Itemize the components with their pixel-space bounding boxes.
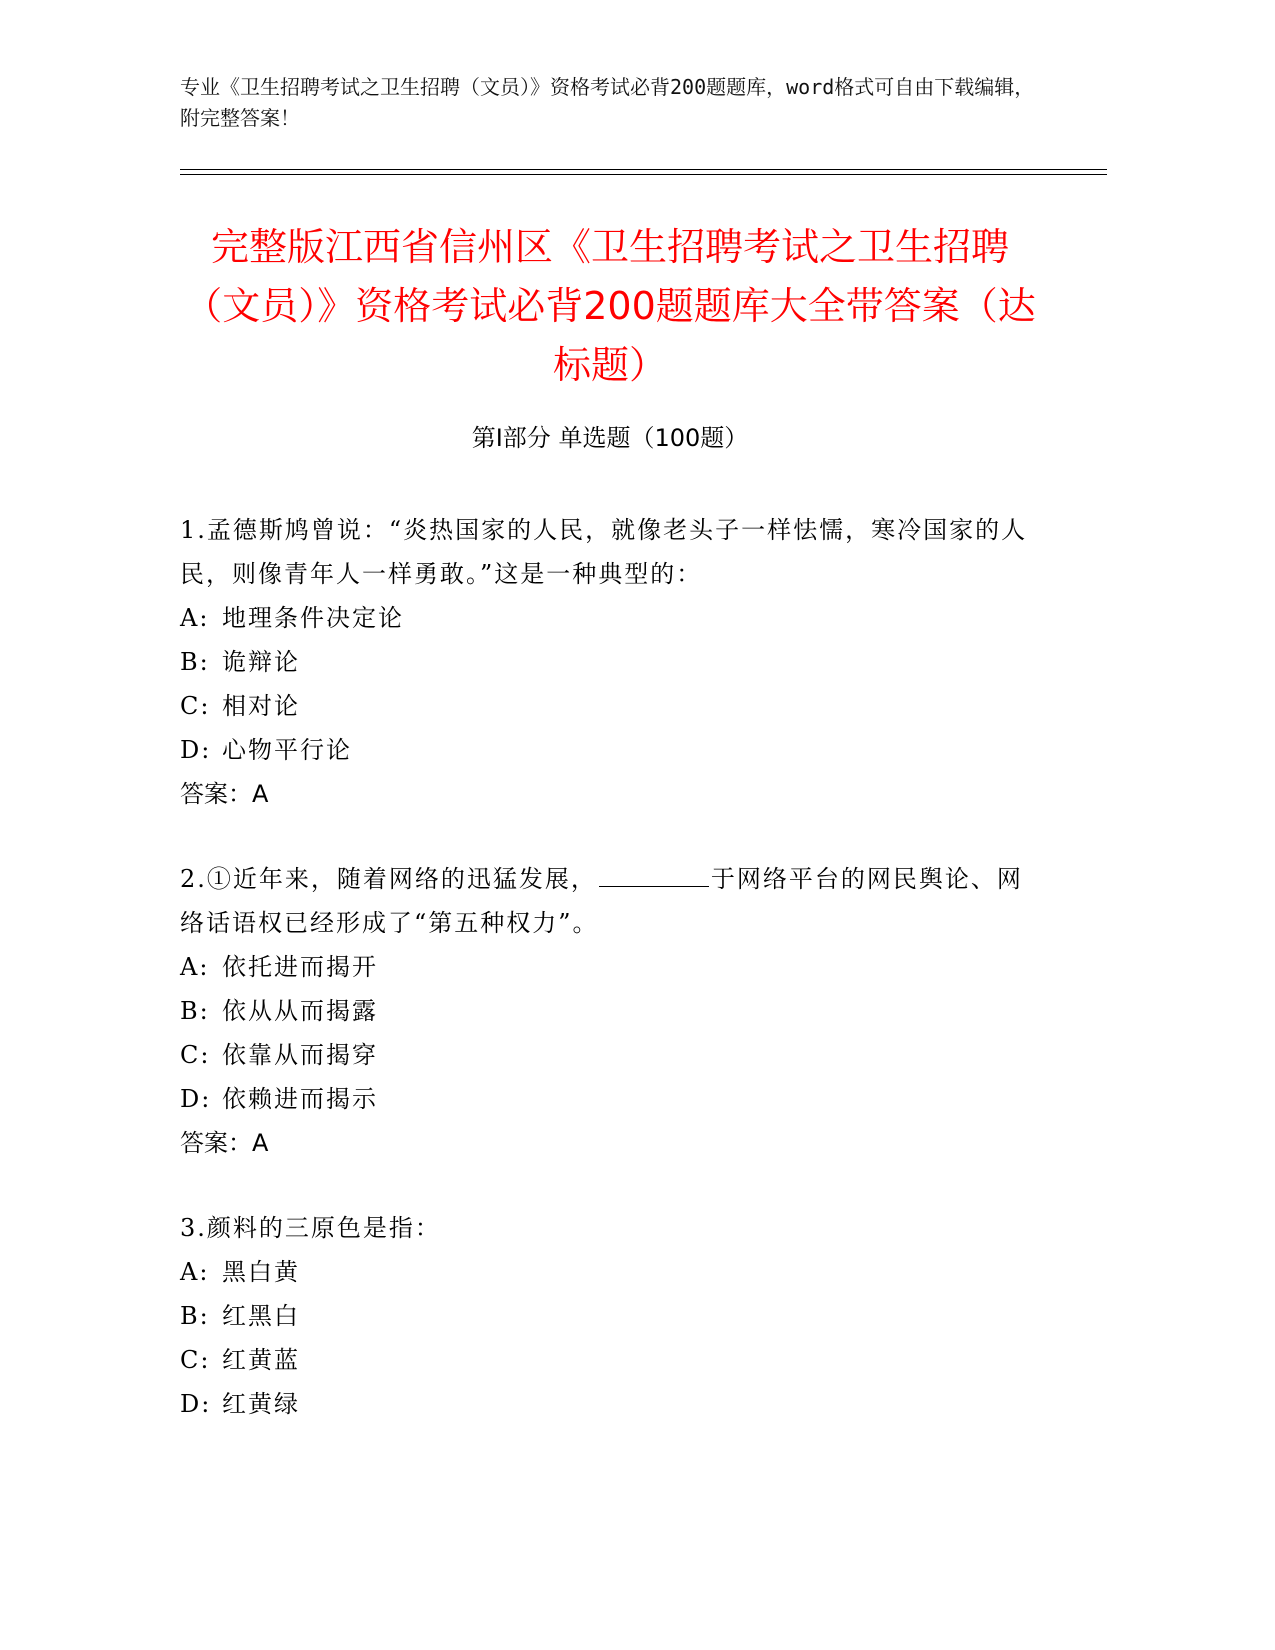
section-heading: 第Ⅰ部分 单选题（100题） bbox=[471, 424, 749, 452]
option-a bbox=[180, 596, 1040, 640]
option-key: A: bbox=[180, 953, 210, 981]
option-c bbox=[180, 1033, 1040, 1077]
option-text: 红黄蓝 bbox=[222, 1346, 300, 1374]
option-text: 地理条件决定论 bbox=[222, 604, 404, 632]
option-key: D: bbox=[180, 1390, 212, 1418]
option-text: 诡辩论 bbox=[222, 648, 300, 676]
option-key: D: bbox=[180, 1085, 212, 1113]
question-stem: 3.颜料的三原色是指： bbox=[180, 1214, 441, 1242]
option-c bbox=[180, 1338, 1040, 1382]
header-note: 专业《卫生招聘考试之卫生招聘（文员）》资格考试必背200题题库，word格式可自由下载编辑，附完整答案！ bbox=[180, 75, 1035, 130]
option-text: 黑白黄 bbox=[222, 1258, 300, 1286]
option-a bbox=[180, 1250, 1040, 1294]
option-text: 红黑白 bbox=[222, 1302, 300, 1330]
option-text: 心物平行论 bbox=[222, 736, 352, 764]
option-key: C: bbox=[180, 1346, 211, 1374]
option-key: B: bbox=[180, 648, 210, 676]
fill-in-blank bbox=[599, 866, 709, 887]
option-a bbox=[180, 945, 1040, 989]
question-2 bbox=[180, 857, 1040, 1165]
option-key: C: bbox=[180, 692, 211, 720]
option-b bbox=[180, 989, 1040, 1033]
question-stem: 1.孟德斯鸠曾说：“炎热国家的人民，就像老头子一样怯懦，寒冷国家的人民，则像青年人一样勇敢。”这是一种典型的： bbox=[180, 516, 1028, 588]
question-1 bbox=[180, 508, 1040, 816]
question-3 bbox=[180, 1206, 1040, 1426]
option-c bbox=[180, 684, 1040, 728]
option-text: 依赖进而揭示 bbox=[222, 1085, 378, 1113]
option-d bbox=[180, 728, 1040, 772]
answer-line: 答案：A bbox=[180, 780, 269, 808]
answer-line: 答案：A bbox=[180, 1129, 269, 1157]
option-text: 相对论 bbox=[222, 692, 300, 720]
option-d bbox=[180, 1077, 1040, 1121]
header-divider-bottom bbox=[180, 174, 1107, 175]
question-stem bbox=[180, 857, 1040, 945]
question-stem-part: 于网络平台的网民舆论、网络话语权已经形成了“第五种权力”。 bbox=[180, 865, 1023, 937]
option-text: 依从从而揭露 bbox=[222, 997, 378, 1025]
option-text: 依靠从而揭穿 bbox=[222, 1041, 378, 1069]
question-stem-part: 2.①近年来，随着网络的迅猛发展， bbox=[180, 865, 597, 893]
option-d bbox=[180, 1382, 1040, 1426]
option-b bbox=[180, 1294, 1040, 1338]
option-key: A: bbox=[180, 604, 210, 632]
question-list bbox=[180, 508, 1040, 1467]
option-text: 依托进而揭开 bbox=[222, 953, 378, 981]
option-key: B: bbox=[180, 1302, 210, 1330]
option-key: C: bbox=[180, 1041, 211, 1069]
option-text: 红黄绿 bbox=[222, 1390, 300, 1418]
option-b bbox=[180, 640, 1040, 684]
option-key: B: bbox=[180, 997, 210, 1025]
option-key: A: bbox=[180, 1258, 210, 1286]
document-title: 完整版江西省信州区《卫生招聘考试之卫生招聘（文员）》资格考试必背200题题库大全带答案（达标题） bbox=[184, 225, 1036, 387]
option-key: D: bbox=[180, 736, 212, 764]
header-divider-top bbox=[180, 169, 1107, 170]
